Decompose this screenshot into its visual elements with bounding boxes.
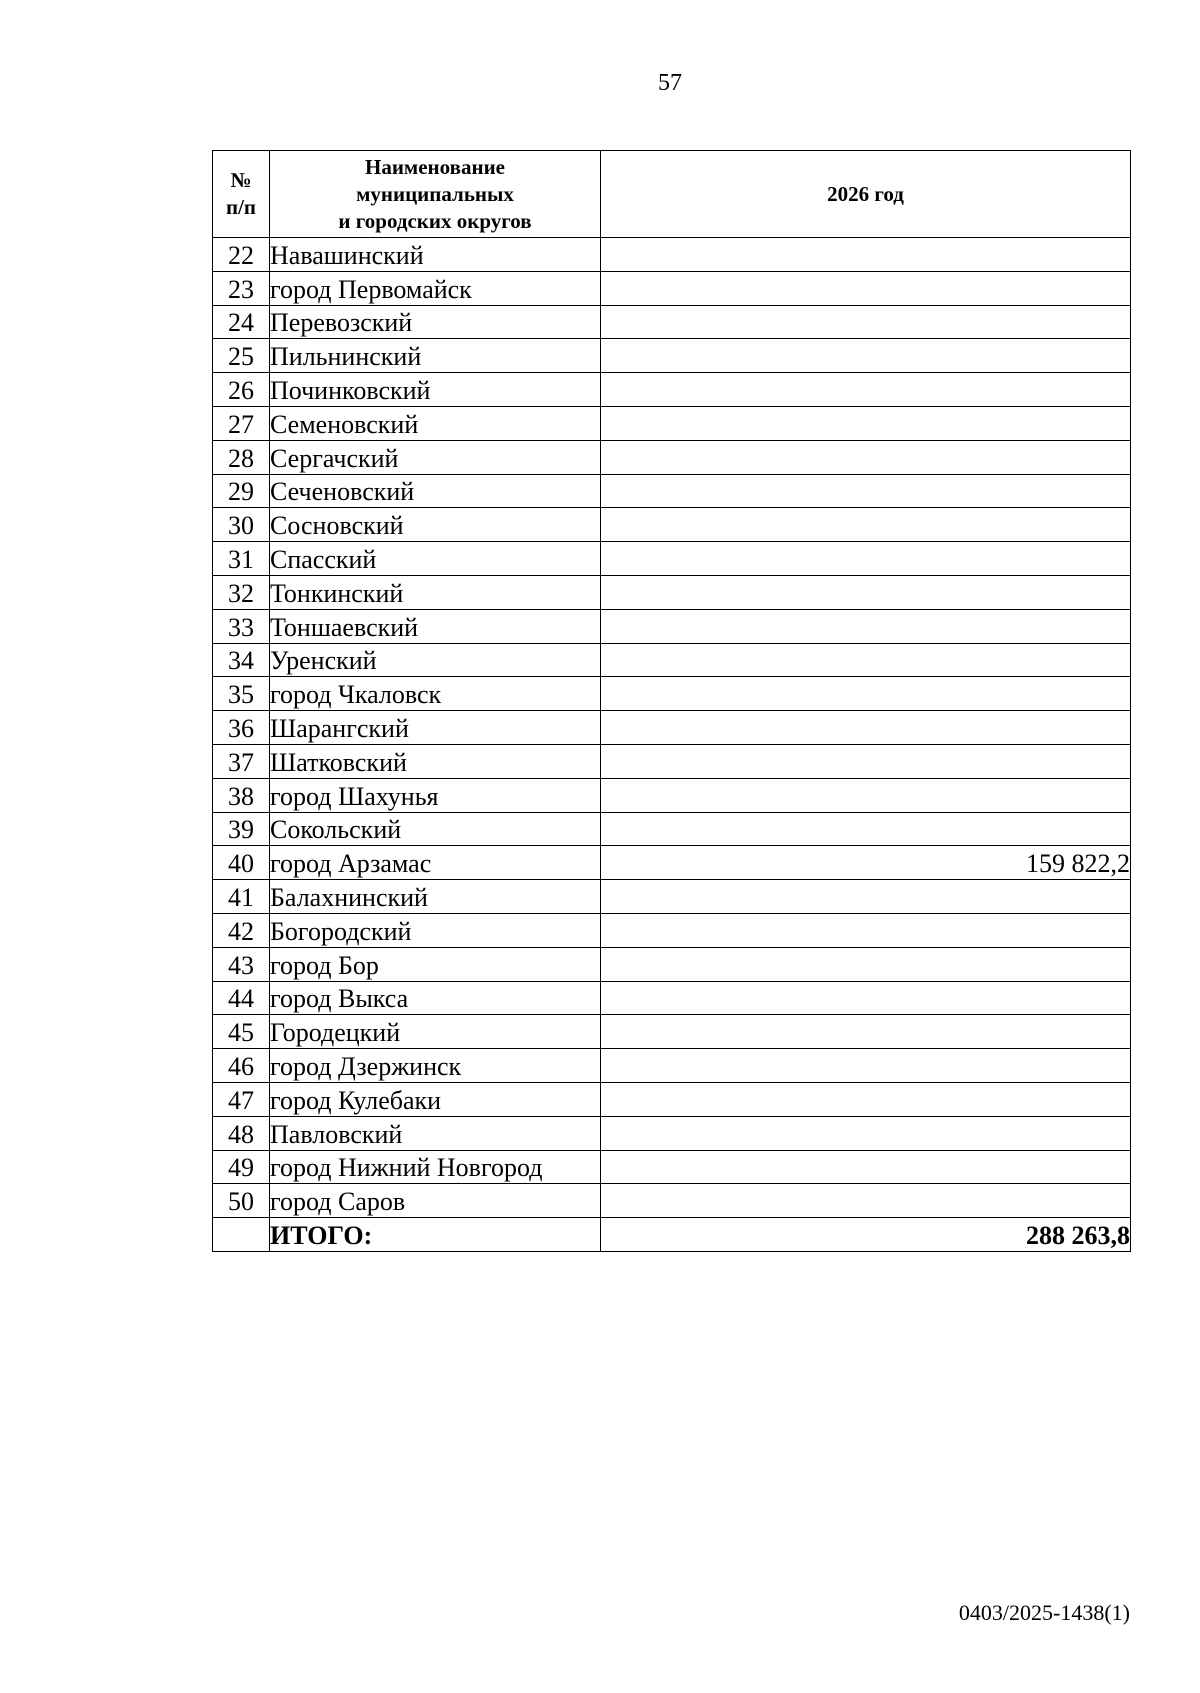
row-value (601, 238, 1131, 272)
row-value (601, 271, 1131, 305)
header-year (601, 151, 1131, 238)
budget-table (212, 150, 1131, 1252)
row-number: 50 (213, 1184, 270, 1218)
row-value (601, 913, 1131, 947)
row-value (601, 406, 1131, 440)
row-value (601, 1150, 1131, 1184)
header-year-label: 2026 год (827, 181, 904, 206)
row-value (601, 1116, 1131, 1150)
row-value (601, 575, 1131, 609)
table-row (213, 913, 1131, 947)
row-value (601, 474, 1131, 508)
header-name-label: Наименование муниципальных и городских округов (338, 154, 532, 233)
row-number: 39 (213, 812, 270, 846)
row-name: город Нижний Новгород (270, 1150, 601, 1184)
header-number (213, 151, 270, 238)
row-number: 42 (213, 913, 270, 947)
table-row (213, 677, 1131, 711)
table-body (213, 238, 1131, 1218)
document-code: 0403/2025-1438(1) (958, 1600, 1130, 1625)
table-row (213, 846, 1131, 880)
row-value (601, 947, 1131, 981)
row-name: город Бор (270, 947, 601, 981)
table-row (213, 643, 1131, 677)
row-number: 29 (213, 474, 270, 508)
row-name: Тоншаевский (270, 609, 601, 643)
row-name: Уренский (270, 643, 601, 677)
table-row (213, 981, 1131, 1015)
row-name: Семеновский (270, 406, 601, 440)
table-row (213, 880, 1131, 914)
row-name: Шарангский (270, 711, 601, 745)
row-name: город Саров (270, 1184, 601, 1218)
row-value (601, 677, 1131, 711)
row-value (601, 440, 1131, 474)
row-name: Сокольский (270, 812, 601, 846)
row-name: Богородский (270, 913, 601, 947)
row-number: 30 (213, 508, 270, 542)
table-row (213, 1082, 1131, 1116)
header-number-label: № п/п (225, 168, 257, 219)
row-value (601, 1184, 1131, 1218)
row-name: Пильнинский (270, 339, 601, 373)
row-number: 38 (213, 778, 270, 812)
row-name: Сергачский (270, 440, 601, 474)
row-value (601, 1049, 1131, 1083)
row-name: город Кулебаки (270, 1082, 601, 1116)
row-name: Шатковский (270, 744, 601, 778)
row-number: 22 (213, 238, 270, 272)
row-number: 24 (213, 305, 270, 339)
row-number: 23 (213, 271, 270, 305)
row-number: 26 (213, 373, 270, 407)
row-number: 48 (213, 1116, 270, 1150)
row-value (601, 880, 1131, 914)
row-name: Балахнинский (270, 880, 601, 914)
row-value (601, 1082, 1131, 1116)
row-number: 35 (213, 677, 270, 711)
row-number: 44 (213, 981, 270, 1015)
row-name: город Шахунья (270, 778, 601, 812)
row-value (601, 981, 1131, 1015)
row-number: 31 (213, 542, 270, 576)
row-value (601, 643, 1131, 677)
table-row (213, 406, 1131, 440)
row-name: Перевозский (270, 305, 601, 339)
row-value (601, 339, 1131, 373)
page-number: 57 (658, 70, 682, 96)
row-number: 47 (213, 1082, 270, 1116)
row-name: город Дзержинск (270, 1049, 601, 1083)
row-number: 36 (213, 711, 270, 745)
total-number-cell (213, 1218, 270, 1252)
table-row (213, 1049, 1131, 1083)
row-value (601, 812, 1131, 846)
total-label: ИТОГО: (270, 1218, 601, 1252)
row-value (601, 305, 1131, 339)
table-row (213, 373, 1131, 407)
total-value: 288 263,8 (601, 1218, 1131, 1252)
row-number: 27 (213, 406, 270, 440)
row-name: Сеченовский (270, 474, 601, 508)
table-row (213, 609, 1131, 643)
table-row (213, 1116, 1131, 1150)
table-row (213, 542, 1131, 576)
row-name: Спасский (270, 542, 601, 576)
row-name: Навашинский (270, 238, 601, 272)
row-number: 28 (213, 440, 270, 474)
table-header-row (213, 151, 1131, 238)
table-row (213, 575, 1131, 609)
table-row (213, 440, 1131, 474)
table-row (213, 271, 1131, 305)
row-value (601, 1015, 1131, 1049)
row-number: 46 (213, 1049, 270, 1083)
table-row (213, 778, 1131, 812)
table-row (213, 711, 1131, 745)
row-value (601, 711, 1131, 745)
row-value (601, 778, 1131, 812)
row-number: 34 (213, 643, 270, 677)
table-row (213, 305, 1131, 339)
row-value (601, 508, 1131, 542)
table-row (213, 508, 1131, 542)
table-row (213, 238, 1131, 272)
row-name: Павловский (270, 1116, 601, 1150)
table-row (213, 474, 1131, 508)
row-number: 33 (213, 609, 270, 643)
header-name (270, 151, 601, 238)
row-name: город Чкаловск (270, 677, 601, 711)
row-value (601, 609, 1131, 643)
table-row (213, 812, 1131, 846)
row-name: Тонкинский (270, 575, 601, 609)
table-row (213, 1015, 1131, 1049)
row-name: Городецкий (270, 1015, 601, 1049)
table-row (213, 947, 1131, 981)
row-name: Сосновский (270, 508, 601, 542)
table-row (213, 1150, 1131, 1184)
row-value (601, 373, 1131, 407)
table-row (213, 1184, 1131, 1218)
row-name: город Первомайск (270, 271, 601, 305)
row-name: город Арзамас (270, 846, 601, 880)
row-value: 159 822,2 (601, 846, 1131, 880)
row-number: 32 (213, 575, 270, 609)
row-number: 49 (213, 1150, 270, 1184)
total-row (213, 1218, 1131, 1252)
table-row (213, 339, 1131, 373)
row-number: 41 (213, 880, 270, 914)
row-number: 45 (213, 1015, 270, 1049)
table-row (213, 744, 1131, 778)
row-name: Починковский (270, 373, 601, 407)
row-value (601, 744, 1131, 778)
row-number: 25 (213, 339, 270, 373)
row-number: 37 (213, 744, 270, 778)
row-value (601, 542, 1131, 576)
row-name: город Выкса (270, 981, 601, 1015)
row-number: 43 (213, 947, 270, 981)
row-number: 40 (213, 846, 270, 880)
